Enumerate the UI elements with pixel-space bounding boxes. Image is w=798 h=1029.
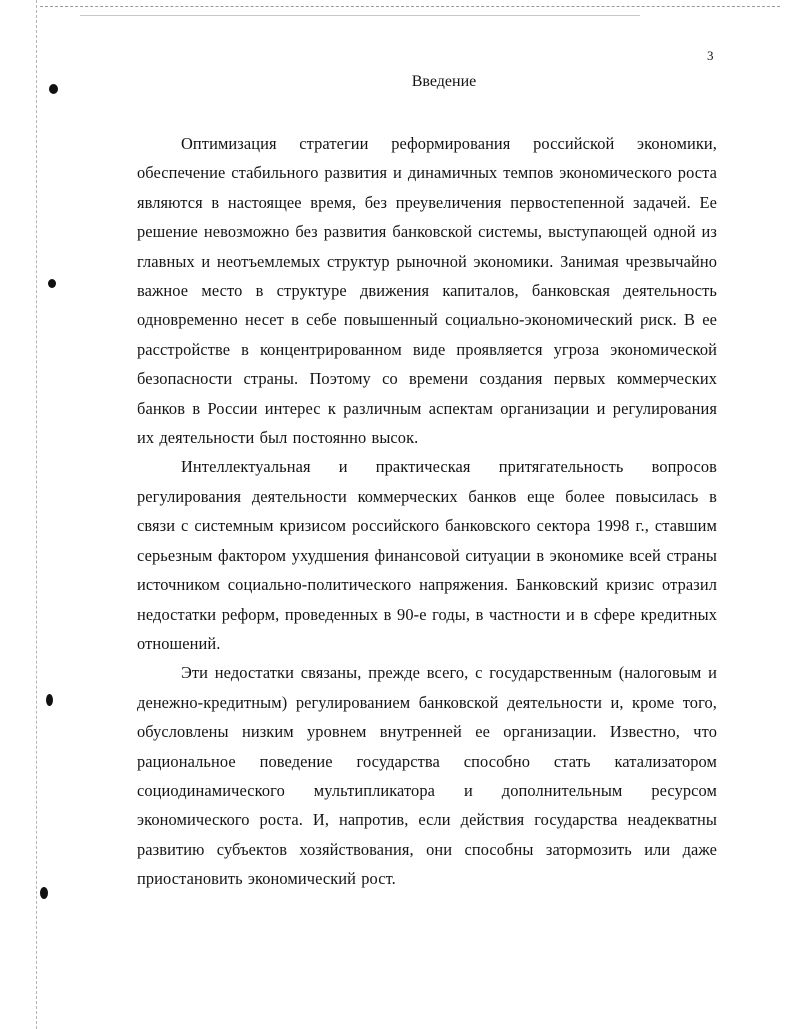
punch-hole-3: [46, 694, 53, 706]
paragraph: Эти недостатки связаны, прежде всего, с государственным (налоговым и денежно-кредитным) регулированием банковской деятельности и, кроме того, обусловлены низким уровнем внутренней ее организации. Известно, что рациональное поведение государства способно стать катализатором социодинамического мультипликатора и дополнительным ресурсом экономического роста. И, напротив, если действия государства неадекватны развитию субъектов хозяйствования, они способны затормозить или даже приостановить экономический рост.: [137, 663, 717, 889]
paragraph: Интеллектуальная и практическая притягательность вопросов регулирования деятельности коммерческих банков еще более повысилась в связи с системным кризисом российского банковского сектора 1998 г., ставшим серьезным фактором ухудшения финансовой ситуации в экономике всей страны источником социально-политического напряжения. Банковский кризис отразил недостатки реформ, проведенных в 90-е годы, в частности и в сфере кредитных отношений.: [137, 457, 717, 653]
paragraph: Оптимизация стратегии реформирования российской экономики, обеспечение стабильного развития и динамичных темпов экономического роста являются в настоящее время, без преувеличения первостепенной задачей. Ее решение невозможно без развития банковской системы, выступающей одной из главных и неотъемлемых структур рыночной экономики. Занимая чрезвычайно важное место в структуре движения капиталов, банковская деятельность одновременно несет в себе повышенный социально-экономический риск. В ее расстройстве в концентрированном виде проявляется угроза экономической безопасности страны. Поэтому со времени создания первых коммерческих банков в России интерес к различным аспектам организации и регулирования их деятельности был постоянно высок.: [137, 134, 717, 448]
punch-hole-2: [48, 279, 56, 288]
punch-hole-4: [40, 887, 48, 899]
scan-edge-left: [36, 0, 37, 1029]
scan-edge-top: [40, 6, 780, 7]
body-text: [137, 129, 717, 894]
page-number: 3: [707, 48, 714, 63]
page-title: Введение: [411, 73, 477, 90]
scan-edge-top-inner: [80, 15, 640, 16]
